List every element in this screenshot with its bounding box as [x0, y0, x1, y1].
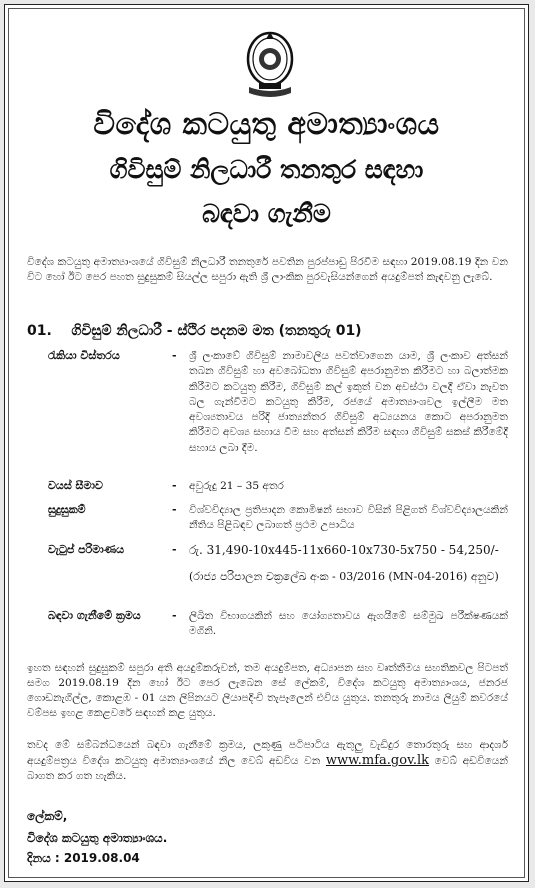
signature-ministry: විදේශ කටයුතු අමාත්‍යාංශය. [27, 831, 168, 845]
application-instructions: ඉහත සඳහන් සුදුසුකම් සපුරා අති අයදුම්කරුවන්, තම අයදුම්පත, අධ්‍යාපන සහ වෘත්තීමය සහතිකවල පිටපත් සමග 2019.08.19 දින හෝ ඊට පෙර ලැබෙන සේ ලේකම්, විදේශ කටයුතු අමාත්‍යාංශය, ජනරජ ගොඩනැගිල්ල, කොළඹ - 01 යන ලිපිනයට ලියාපදිංචි තැපෑලෙන් එවිය යුතුය. තනතුරු නාමය ලියුම් කවරයේ වම්පස ඉහළ කෙළවරේ සඳහන් කළ යුතුය. [27, 662, 508, 719]
section-title: ගිවිසුම් නිලධාරී - ස්ථිර පදනම මත (තනතුරු 01) [71, 323, 362, 339]
row-label-salary-scale: වැටුප් පරිමාණය [48, 543, 125, 556]
section-heading [27, 323, 362, 339]
row-label-age-limit: වයස් සීමාව [48, 479, 103, 492]
notice-frame [4, 4, 529, 882]
section-number: 01. [27, 323, 52, 339]
row-dash: - [172, 609, 177, 622]
row-dash: - [172, 479, 177, 492]
intro-paragraph: විදේශ කටයුතු අමාත්‍යාංශයේ ගිවිසුම් නිලධාරී තනතුරේ පවතින පුරප්පාඩු පිරවීම සඳහා 2019.08.19 දින වන විට හෝ ඊට පෙර පහත සුදුසුකම් සියල්ල සපුරා ඇති ශ්‍රී ලාංකික පුරවැසියන්ගෙන් අයදුම්පත් කැඳවනු ලැබේ. [27, 256, 508, 283]
row-value-recruitment-method: ලිඛිත විභාගයකින් සහ යෝග්‍යතාවය ඇගයීමේ සම්මුඛ පරීක්ෂණයක් මගිනි. [189, 610, 508, 638]
website-link[interactable]: www.mfa.gov.lk [325, 753, 430, 768]
further-info-paragraph [27, 738, 508, 784]
national-emblem-icon [241, 29, 299, 101]
row-value-salary-circular: (රාජ්‍ය පරිපාලන චක්‍රලේඛ අංක - 03/2016 (MN-04-2016) අනුව) [189, 570, 499, 583]
row-value-age-limit: අවුරුදු 21 – 35 අතර [189, 480, 284, 492]
signature-secretary: ලේකම්, [27, 809, 68, 823]
row-label-job-description: රැකියා විස්තරය [48, 349, 120, 362]
notice-subtitle-2: බඳවා ගැනීම [202, 199, 331, 228]
notice-subtitle: ගිවිසුම් නිලධාරී තනතුර සඳහා [109, 155, 424, 184]
row-label-qualifications: සුදුසුකම් [48, 503, 86, 516]
row-value-qualifications: විශ්වවිද්‍යාල ප්‍රතිපාදන කොමිෂන් සභාව විසින් පිළිගත් විශ්වවිද්‍යාලයකින් නීතිය පිළිබඳව ලබාගත් ප්‍රථම උපාධිය [189, 504, 508, 532]
row-dash: - [172, 543, 177, 556]
row-dash: - [172, 349, 177, 362]
signature-date: දිනය : 2019.08.04 [27, 851, 140, 865]
row-dash: - [172, 503, 177, 516]
further-info-text: තවද මේ සම්බන්ධයෙන් බඳවා ගැනීමේ ක්‍රමය, ලකුණු පටිපාටිය ඇතුලු වැඩිදුර තොරතුරු සහ ආදර්ශ අයදුම්පත්‍රය විදේශ කටයුතු අමාත්‍යාංශයේ නිල වෙබ් අඩවිය වන [27, 739, 508, 767]
row-value-job-description: ශ්‍රී ලංකාවේ ගිවිසුම් නාමාවලිය පවත්වාගෙන යාම, ශ්‍රී ලංකාව අත්සන් තබන ගිවිසුම් හා අවබෝධතා ගිවිසුම් අපරානුමත කිරීමට හා බලාත්මක කිරීමට කටයුතු කිරීම, ගිවිසුම් කල් ඉකුත් වන අවස්ථා වලදී ඒවා නැවත බල ගැන්වීමට කටයුතු කිරීම, රජයේ අමාත්‍යාංශවල ඉල්ලීම මත අවශ්‍යතාවය පරිදි ජාත්‍යන්තර ගිවිසුම් අධ්‍යයනය කොට අපරානුමත කිරීමට අවශ්‍ය සහාය වීම සහ අත්සන් කිරීම සඳහා ගිවිසුම් සකස් කිරීමේදී සහාය ලබා දීම. [189, 350, 508, 454]
further-info-text-end: වෙබ් අඩවියෙන් බාගත කර ගත හැකිය. [27, 755, 509, 782]
ministry-title: විදේශ කටයුතු අමාත්‍යාංශය [93, 107, 440, 142]
row-value-salary-scale: රු. 31,490-10x445-11x660-10x730-5x750 - 54,250/- [189, 543, 499, 557]
notice-inner-border [8, 8, 525, 878]
row-label-recruitment-method: බඳවා ගැනීමේ ක්‍රමය [48, 609, 141, 622]
